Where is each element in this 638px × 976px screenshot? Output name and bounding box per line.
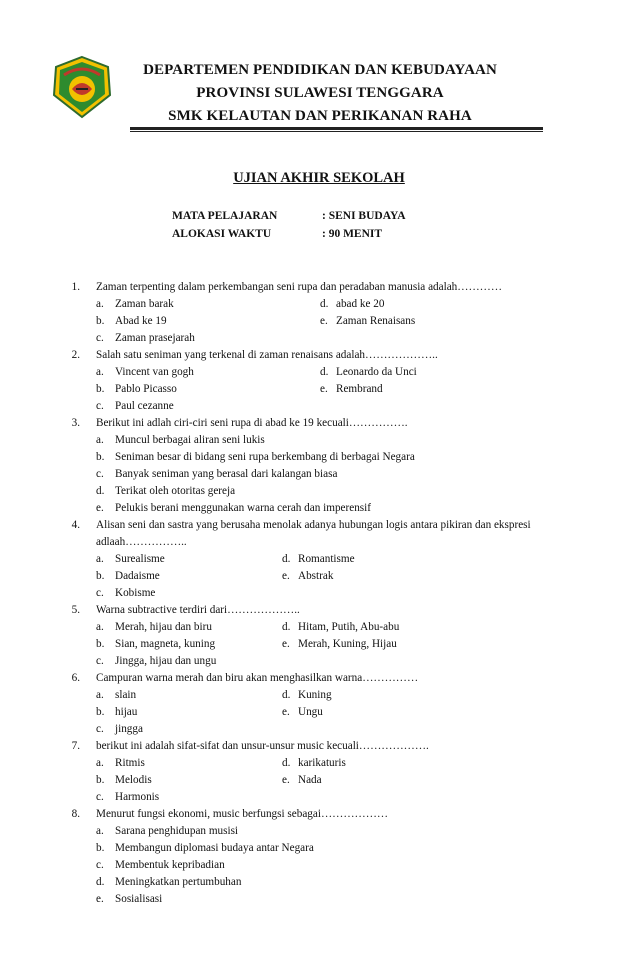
- option-letter: b.: [96, 706, 105, 718]
- option-text: Melodis: [115, 774, 152, 786]
- option-letter: a.: [96, 825, 104, 837]
- option-text: Hitam, Putih, Abu-abu: [298, 621, 400, 633]
- option-letter: e.: [96, 893, 104, 905]
- option-letter: a.: [96, 553, 104, 565]
- option-text: Leonardo da Unci: [336, 366, 417, 378]
- option-letter: e.: [96, 502, 104, 514]
- option-text: Paul cezanne: [115, 400, 174, 412]
- option-text: Abstrak: [298, 570, 334, 582]
- option-text: Merah, hijau dan biru: [115, 621, 212, 633]
- header-rule-thin: [130, 131, 543, 132]
- question-number: 4.: [71, 519, 80, 531]
- option-letter: d.: [96, 876, 105, 888]
- option-letter: b.: [96, 383, 105, 395]
- option-text: Muncul berbagai aliran seni lukis: [115, 434, 265, 446]
- option-text: Ungu: [298, 706, 323, 718]
- option-letter: a.: [96, 621, 104, 633]
- header-line-2: PROVINSI SULAWESI TENGGARA: [196, 85, 444, 101]
- exam-title: UJIAN AKHIR SEKOLAH: [233, 170, 405, 186]
- option-text: Vincent van gogh: [115, 366, 194, 378]
- question-number: 7.: [71, 740, 80, 752]
- option-letter: c.: [96, 655, 104, 667]
- option-text: Zaman barak: [115, 298, 174, 310]
- option-text: Sarana penghidupan musisi: [115, 825, 239, 837]
- question-number: 8.: [71, 808, 80, 820]
- option-text: Pablo Picasso: [115, 383, 177, 395]
- option-text: Zaman Renaisans: [336, 315, 416, 327]
- question-text: Berikut ini adlah ciri-ciri seni rupa di abad ke 19 kecuali…………….: [96, 417, 408, 429]
- option-letter: d.: [320, 366, 329, 378]
- option-text: Banyak seniman yang berasal dari kalangan biasa: [115, 468, 338, 480]
- option-letter: b.: [96, 638, 105, 650]
- option-letter: e.: [320, 315, 328, 327]
- time-value: : 90 MENIT: [322, 228, 383, 240]
- option-letter: d.: [282, 757, 291, 769]
- option-letter: e.: [320, 383, 328, 395]
- option-letter: c.: [96, 332, 104, 344]
- question-text-continued: adlaah……………..: [96, 536, 187, 548]
- option-letter: c.: [96, 723, 104, 735]
- option-text: slain: [115, 689, 137, 701]
- question-text: Alisan seni dan sastra yang berusaha menolak adanya hubungan logis antara pikiran dan ekspresi: [96, 519, 531, 531]
- school-logo: [50, 55, 114, 119]
- question-number: 3.: [71, 417, 80, 429]
- option-letter: a.: [96, 757, 104, 769]
- option-letter: c.: [96, 791, 104, 803]
- option-text: Membentuk kepribadian: [115, 859, 225, 871]
- option-text: Merah, Kuning, Hijau: [298, 638, 397, 650]
- question-text: Salah satu seniman yang terkenal di zaman renaisans adalah………………..: [96, 349, 438, 361]
- option-text: Membangun diplomasi budaya antar Negara: [115, 842, 314, 854]
- option-letter: d.: [282, 553, 291, 565]
- header-rule: [130, 127, 543, 130]
- option-text: Rembrand: [336, 383, 383, 395]
- option-text: Sosialisasi: [115, 893, 163, 905]
- question-text: berikut ini adalah sifat-sifat dan unsur-unsur music kecuali……………….: [96, 740, 429, 752]
- option-text: Ritmis: [115, 757, 145, 769]
- option-letter: e.: [282, 638, 290, 650]
- option-text: Harmonis: [115, 791, 160, 803]
- option-letter: c.: [96, 400, 104, 412]
- option-text: hijau: [115, 706, 138, 718]
- option-letter: e.: [282, 706, 290, 718]
- option-text: Surealisme: [115, 553, 165, 565]
- option-letter: d.: [96, 485, 105, 497]
- option-letter: d.: [282, 689, 291, 701]
- option-letter: a.: [96, 366, 104, 378]
- option-text: Abad ke 19: [115, 315, 167, 327]
- option-text: abad ke 20: [336, 298, 385, 310]
- option-text: Terikat oleh otoritas gereja: [115, 485, 236, 497]
- option-letter: b.: [96, 842, 105, 854]
- option-text: Meningkatkan pertumbuhan: [115, 876, 242, 888]
- option-letter: b.: [96, 570, 105, 582]
- subject-label: MATA PELAJARAN: [172, 210, 278, 222]
- header-line-3: SMK KELAUTAN DAN PERIKANAN RAHA: [168, 108, 472, 124]
- question-text: Zaman terpenting dalam perkembangan seni rupa dan peradaban manusia adalah…………: [96, 281, 503, 293]
- option-text: Seniman besar di bidang seni rupa berkembang di berbagai Negara: [115, 451, 415, 463]
- time-label: ALOKASI WAKTU: [172, 228, 272, 240]
- question-number: 2.: [71, 349, 80, 361]
- option-letter: a.: [96, 434, 104, 446]
- option-text: Nada: [298, 774, 322, 786]
- question-number: 6.: [71, 672, 80, 684]
- option-letter: a.: [96, 298, 104, 310]
- question-text: Campuran warna merah dan biru akan menghasilkan warna……………: [96, 672, 419, 684]
- option-letter: b.: [96, 774, 105, 786]
- option-text: Kuning: [298, 689, 332, 701]
- option-text: Pelukis berani menggunakan warna cerah dan imperensif: [115, 502, 371, 514]
- question-number: 1.: [71, 281, 80, 293]
- question-text: Warna subtractive terdiri dari………………..: [96, 604, 300, 616]
- option-text: Sian, magneta, kuning: [115, 638, 216, 650]
- option-text: Jingga, hijau dan ungu: [115, 655, 217, 667]
- option-text: Zaman prasejarah: [115, 332, 195, 344]
- option-text: Romantisme: [298, 553, 355, 565]
- option-text: Dadaisme: [115, 570, 160, 582]
- option-letter: d.: [320, 298, 329, 310]
- header-line-1: DEPARTEMEN PENDIDIKAN DAN KEBUDAYAAN: [143, 62, 497, 78]
- subject-value: : SENI BUDAYA: [322, 210, 406, 222]
- option-letter: e.: [282, 774, 290, 786]
- option-letter: e.: [282, 570, 290, 582]
- option-letter: a.: [96, 689, 104, 701]
- option-text: Kobisme: [115, 587, 156, 599]
- option-text: karikaturis: [298, 757, 346, 769]
- option-letter: c.: [96, 468, 104, 480]
- option-letter: c.: [96, 859, 104, 871]
- option-letter: d.: [282, 621, 291, 633]
- option-letter: c.: [96, 587, 104, 599]
- question-number: 5.: [71, 604, 80, 616]
- option-text: jingga: [115, 723, 143, 735]
- option-letter: b.: [96, 451, 105, 463]
- option-letter: b.: [96, 315, 105, 327]
- question-text: Menurut fungsi ekonomi, music berfungsi sebagai………………: [96, 808, 389, 820]
